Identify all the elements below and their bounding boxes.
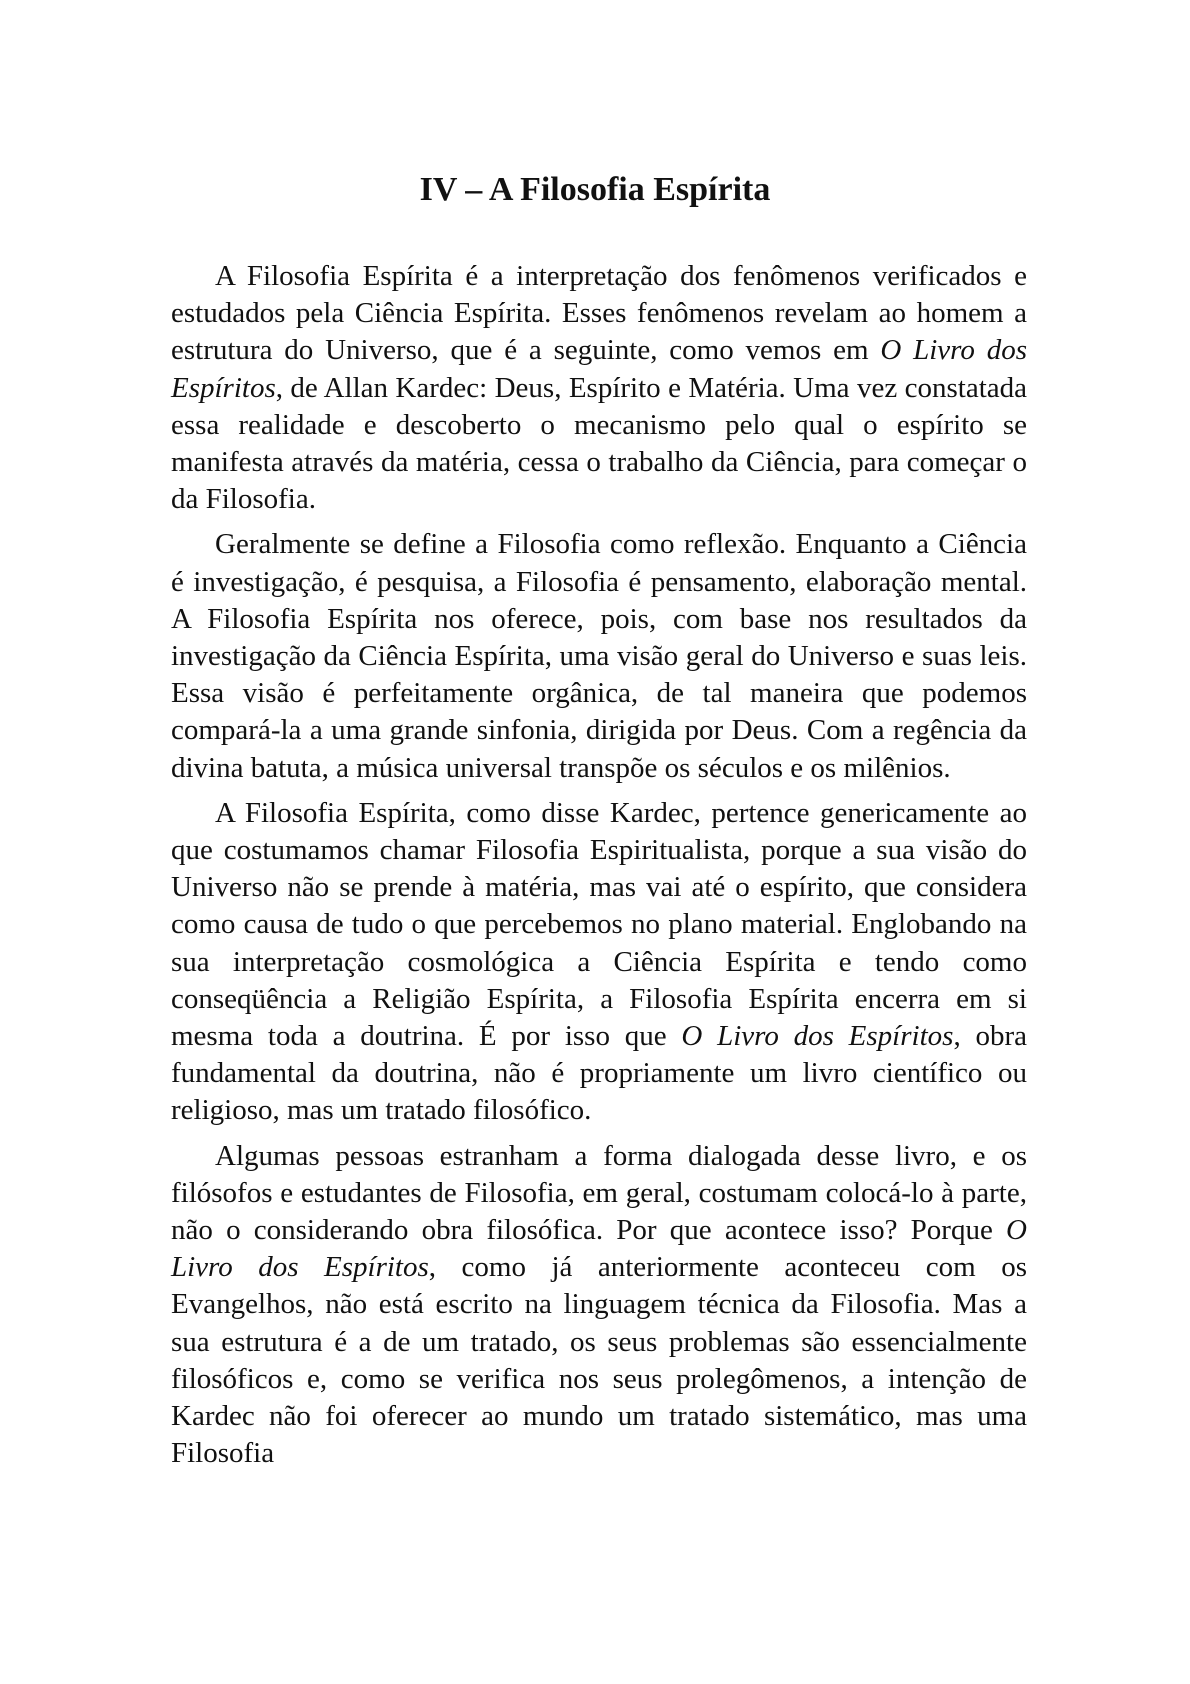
text-run: , de Allan Kardec: Deus, Espírito e Matéria. Uma vez constatada essa realidade e descoberto o mecanismo pelo qual o espírito se manifesta através da matéria, cessa o trabalho da Ciência, para começar o da Filosofia. bbox=[171, 371, 1027, 516]
paragraph bbox=[171, 526, 1027, 786]
text-run: Geralmente se define a Filosofia como reflexão. Enquanto a Ciência é investigação, é pesquisa, a Filosofia é pensamento, elaboração mental. A Filosofia Espírita nos oferece, pois, com base nos resultados da investigação da Ciência Espírita, uma visão geral do Universo e suas leis. Essa visão é perfeitamente orgânica, de tal maneira que podemos compará-la a uma grande sinfonia, dirigida por Deus. Com a regência da divina batuta, a música universal transpõe os séculos e os milênios. bbox=[171, 528, 1027, 784]
book-title-italic: O Livro dos Espíritos bbox=[171, 1214, 1027, 1284]
body-text bbox=[171, 258, 1027, 1481]
text-run: A Filosofia Espírita é a interpretação dos fenômenos verificados e estudados pela Ciência Espírita. Esses fenômenos revelam ao homem a estrutura do Universo, que é a seguinte, como vemos em bbox=[171, 260, 1027, 367]
paragraph bbox=[171, 258, 1027, 518]
book-title-italic: O Livro dos Espíritos bbox=[681, 1020, 954, 1053]
book-title-italic: O Livro dos Espíritos bbox=[171, 334, 1027, 404]
text-run: Algumas pessoas estranham a forma dialogada desse livro, e os filósofos e estudantes de Filosofia, em geral, costumam colocá-lo à parte, não o considerando obra filosófica. Por que acontece isso? Porque bbox=[171, 1139, 1027, 1247]
text-run: A Filosofia Espírita, como disse Kardec, pertence genericamente ao que costumamos chamar Filosofia Espiritualista, porque a sua visão do Universo não se prende à matéria, mas vai até o espírito, que considera como causa de tudo o que percebemos no plano material. Englobando na sua interpretação cosmológica a Ciência Espírita e tendo como conseqüência a Religião Espírita, a Filosofia Espírita encerra em si mesma toda a doutrina. É por isso que bbox=[171, 796, 1027, 1053]
paragraph bbox=[171, 1138, 1027, 1473]
chapter-title: IV – A Filosofia Espírita bbox=[419, 171, 771, 208]
text-run: , obra fundamental da doutrina, não é propriamente um livro científico ou religioso, mas um tratado filosófico. bbox=[171, 1020, 1027, 1127]
text-run: , como já anteriormente aconteceu com os Evangelhos, não está escrito na linguagem técnica da Filosofia. Mas a sua estrutura é a de um tratado, os seus problemas são essencialmente filosóficos e, como se verifica nos seus prolegômenos, a intenção de Kardec não foi oferecer ao mundo um tratado sistemático, mas uma Filosofia bbox=[171, 1251, 1027, 1470]
paragraph bbox=[171, 795, 1027, 1130]
